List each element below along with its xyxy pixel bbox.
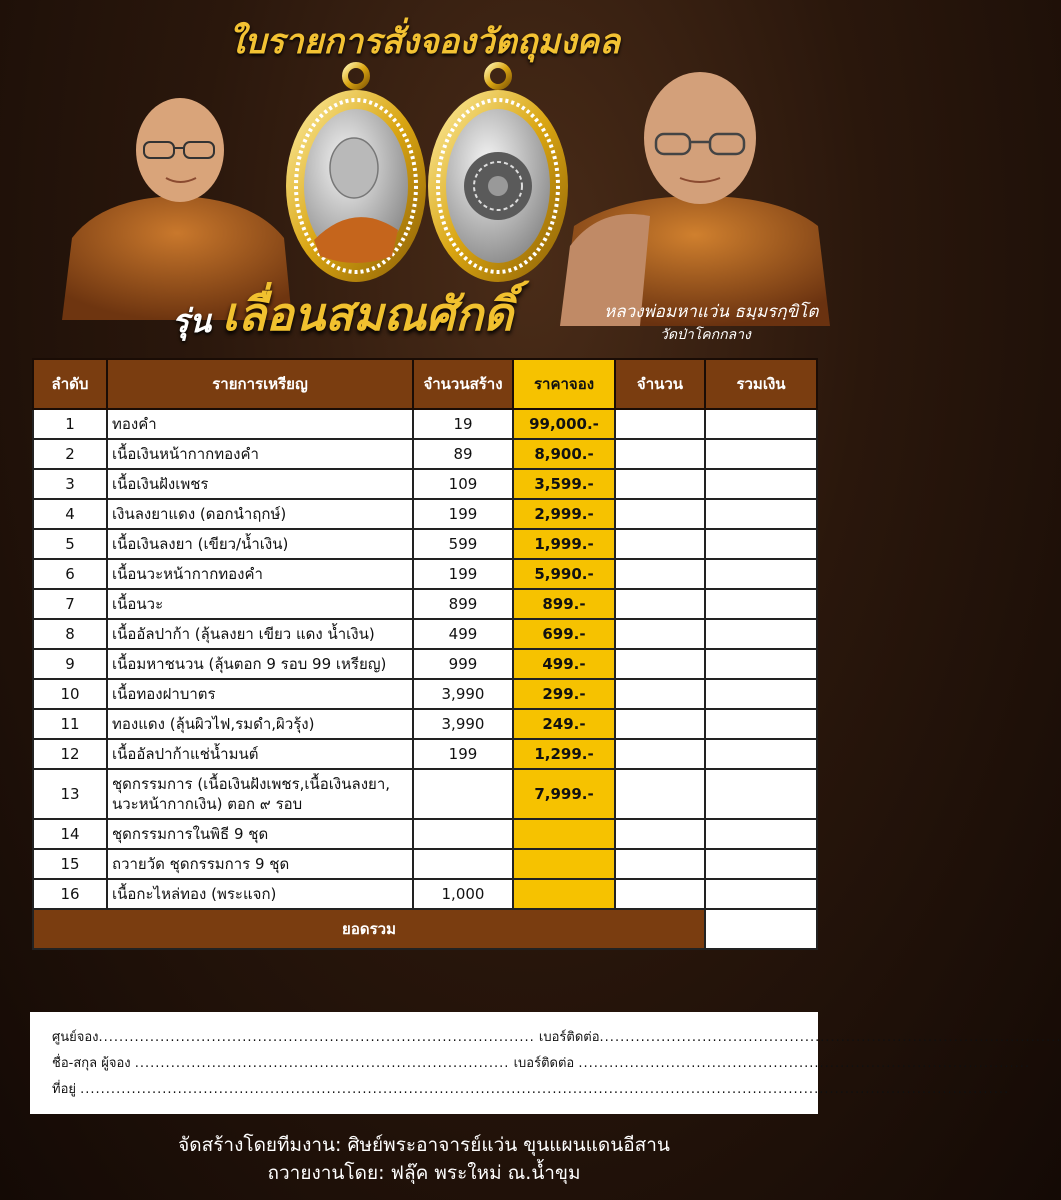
center-label: ศูนย์จอง xyxy=(52,1030,99,1045)
row-order-quantity-cell[interactable] xyxy=(615,409,705,439)
row-number: 9 xyxy=(33,649,107,679)
header-order-quantity: จำนวน xyxy=(615,359,705,409)
series-prefix: รุ่น xyxy=(172,302,212,340)
row-number: 7 xyxy=(33,589,107,619)
row-item: เนื้ออัลปาก้าแช่น้ำมนต์ xyxy=(107,739,413,769)
creator-credit: จัดสร้างโดยทีมงาน: ศิษย์พระอาจารย์แว่น ขุนแผนแดนอีสาน xyxy=(178,1134,670,1156)
row-item: เนื้อนวะหน้ากากทองคำ xyxy=(107,559,413,589)
row-subtotal-cell[interactable] xyxy=(705,879,817,909)
table-header-row xyxy=(33,359,817,409)
table-row xyxy=(33,589,817,619)
row-item: เนื้อนวะ xyxy=(107,589,413,619)
name-field[interactable]: ......................................................................... xyxy=(134,1056,510,1071)
address-label: ที่อยู่ xyxy=(52,1082,76,1097)
row-price: 5,990.- xyxy=(513,559,615,589)
row-item: ชุดกรรมการ (เนื้อเงินฝังเพชร,เนื้อเงินลงยา, นวะหน้ากากเงิน) ตอก ๙ รอบ xyxy=(107,769,413,819)
header-item: รายการเหรียญ xyxy=(107,359,413,409)
row-order-quantity-cell[interactable] xyxy=(615,439,705,469)
table-row xyxy=(33,709,817,739)
row-quantity-made xyxy=(413,769,513,819)
row-order-quantity-cell[interactable] xyxy=(615,559,705,589)
row-quantity-made: 599 xyxy=(413,529,513,559)
row-subtotal-cell[interactable] xyxy=(705,709,817,739)
row-quantity-made: 199 xyxy=(413,739,513,769)
row-order-quantity-cell[interactable] xyxy=(615,709,705,739)
row-price xyxy=(513,879,615,909)
row-number: 10 xyxy=(33,679,107,709)
address-field[interactable]: ..................................................................................................................................................................................... xyxy=(80,1082,1010,1097)
offering-credit: ถวายงานโดย: ฟลุ๊ค พระใหม่ ณ.น้ำขุม xyxy=(267,1162,581,1184)
row-price: 699.- xyxy=(513,619,615,649)
total-label: ยอดรวม xyxy=(33,909,705,949)
row-quantity-made xyxy=(413,819,513,849)
row-quantity-made: 899 xyxy=(413,589,513,619)
table-row xyxy=(33,409,817,439)
row-price: 299.- xyxy=(513,679,615,709)
row-quantity-made xyxy=(413,849,513,879)
header-quantity-made: จำนวนสร้าง xyxy=(413,359,513,409)
row-subtotal-cell[interactable] xyxy=(705,439,817,469)
table-row xyxy=(33,649,817,679)
table-row xyxy=(33,499,817,529)
row-subtotal-cell[interactable] xyxy=(705,409,817,439)
monk-portrait-right xyxy=(560,56,830,326)
row-item: เนื้อเงินฝังเพชร xyxy=(107,469,413,499)
header-subtotal: รวมเงิน xyxy=(705,359,817,409)
phone-field-2[interactable]: ........................................................................................ xyxy=(578,1056,1030,1071)
row-quantity-made: 499 xyxy=(413,619,513,649)
row-order-quantity-cell[interactable] xyxy=(615,879,705,909)
row-item: เนื้อเงินหน้ากากทองคำ xyxy=(107,439,413,469)
table-row xyxy=(33,559,817,589)
row-subtotal-cell[interactable] xyxy=(705,499,817,529)
header-number: ลำดับ xyxy=(33,359,107,409)
row-price: 8,900.- xyxy=(513,439,615,469)
form-line-center xyxy=(52,1028,1061,1054)
row-order-quantity-cell[interactable] xyxy=(615,589,705,619)
center-field[interactable]: ..................................................................................... xyxy=(98,1030,535,1045)
medal-front-image xyxy=(282,60,430,286)
row-quantity-made: 3,990 xyxy=(413,709,513,739)
phone-label: เบอร์ติดต่อ xyxy=(538,1030,600,1045)
row-order-quantity-cell[interactable] xyxy=(615,529,705,559)
row-number: 16 xyxy=(33,879,107,909)
row-subtotal-cell[interactable] xyxy=(705,469,817,499)
row-number: 11 xyxy=(33,709,107,739)
row-price: 1,999.- xyxy=(513,529,615,559)
row-order-quantity-cell[interactable] xyxy=(615,619,705,649)
table-row xyxy=(33,439,817,469)
row-subtotal-cell[interactable] xyxy=(705,559,817,589)
row-item: เนื้อกะไหล่ทอง (พระแจก) xyxy=(107,879,413,909)
row-order-quantity-cell[interactable] xyxy=(615,649,705,679)
form-line-address xyxy=(52,1080,1010,1106)
row-quantity-made: 1,000 xyxy=(413,879,513,909)
total-value-cell[interactable] xyxy=(705,909,817,949)
table-row xyxy=(33,469,817,499)
row-number: 13 xyxy=(33,769,107,819)
row-subtotal-cell[interactable] xyxy=(705,529,817,559)
document-title: ใบรายการสั่งจองวัตถุมงคล xyxy=(227,22,621,62)
row-subtotal-cell[interactable] xyxy=(705,769,817,819)
row-order-quantity-cell[interactable] xyxy=(615,819,705,849)
row-subtotal-cell[interactable] xyxy=(705,619,817,649)
monk-name: หลวงพ่อมหาแว่น ธมฺมรกฺขิโต xyxy=(604,302,819,322)
phone-label-2: เบอร์ติดต่อ xyxy=(513,1056,575,1071)
header-banner xyxy=(0,0,848,350)
row-item: เนื้อมหาชนวน (ลุ้นตอก 9 รอบ 99 เหรียญ) xyxy=(107,649,413,679)
table-row xyxy=(33,769,817,819)
row-price: 3,599.- xyxy=(513,469,615,499)
name-label: ชื่อ-สกุล ผู้จอง xyxy=(52,1056,131,1071)
table-row xyxy=(33,849,817,879)
temple-name: วัดป่าโคกกลาง xyxy=(660,327,751,343)
row-subtotal-cell[interactable] xyxy=(705,649,817,679)
row-number: 8 xyxy=(33,619,107,649)
row-price: 899.- xyxy=(513,589,615,619)
row-item: เนื้อทองฝาบาตร xyxy=(107,679,413,709)
row-item: ถวายวัด ชุดกรรมการ 9 ชุด xyxy=(107,849,413,879)
table-row xyxy=(33,819,817,849)
row-order-quantity-cell[interactable] xyxy=(615,499,705,529)
series-name: เลื่อนสมณศักดิ์ xyxy=(222,287,513,341)
row-order-quantity-cell[interactable] xyxy=(615,469,705,499)
phone-field[interactable]: .......................................................................................... xyxy=(599,1030,1061,1045)
row-price: 99,000.- xyxy=(513,409,615,439)
row-quantity-made: 199 xyxy=(413,499,513,529)
row-quantity-made: 199 xyxy=(413,559,513,589)
row-price: 1,299.- xyxy=(513,739,615,769)
row-subtotal-cell[interactable] xyxy=(705,589,817,619)
row-quantity-made: 109 xyxy=(413,469,513,499)
booking-form xyxy=(30,1012,1061,1114)
table-row xyxy=(33,679,817,709)
row-subtotal-cell[interactable] xyxy=(705,819,817,849)
row-price: 2,999.- xyxy=(513,499,615,529)
row-item: ชุดกรรมการในพิธี 9 ชุด xyxy=(107,819,413,849)
row-subtotal-cell[interactable] xyxy=(705,849,817,879)
row-price: 7,999.- xyxy=(513,769,615,819)
row-number: 2 xyxy=(33,439,107,469)
row-item: ทองคำ xyxy=(107,409,413,439)
medal-back-image xyxy=(424,60,572,286)
row-price: 249.- xyxy=(513,709,615,739)
row-quantity-made: 19 xyxy=(413,409,513,439)
row-subtotal-cell[interactable] xyxy=(705,679,817,709)
order-table xyxy=(32,358,818,950)
row-price xyxy=(513,819,615,849)
table-row xyxy=(33,739,817,769)
header-price: ราคาจอง xyxy=(513,359,615,409)
row-order-quantity-cell[interactable] xyxy=(615,849,705,879)
row-quantity-made: 89 xyxy=(413,439,513,469)
row-order-quantity-cell[interactable] xyxy=(615,769,705,819)
row-number: 4 xyxy=(33,499,107,529)
row-price: 499.- xyxy=(513,649,615,679)
row-quantity-made: 999 xyxy=(413,649,513,679)
row-price xyxy=(513,849,615,879)
form-line-name xyxy=(52,1054,1030,1080)
row-number: 14 xyxy=(33,819,107,849)
row-number: 6 xyxy=(33,559,107,589)
row-item: ทองแดง (ลุ้นผิวไฟ,รมดำ,ผิวรุ้ง) xyxy=(107,709,413,739)
row-number: 1 xyxy=(33,409,107,439)
row-number: 15 xyxy=(33,849,107,879)
row-subtotal-cell[interactable] xyxy=(705,739,817,769)
table-row xyxy=(33,879,817,909)
row-number: 12 xyxy=(33,739,107,769)
table-row xyxy=(33,529,817,559)
row-item: เงินลงยาแดง (ดอกนำฤกษ์) xyxy=(107,499,413,529)
row-order-quantity-cell[interactable] xyxy=(615,739,705,769)
row-item: เนื้อเงินลงยา (เขียว/น้ำเงิน) xyxy=(107,529,413,559)
total-row xyxy=(33,909,817,949)
row-number: 5 xyxy=(33,529,107,559)
row-quantity-made: 3,990 xyxy=(413,679,513,709)
row-item: เนื้ออัลปาก้า (ลุ้นลงยา เขียว แดง น้ำเงิน) xyxy=(107,619,413,649)
row-order-quantity-cell[interactable] xyxy=(615,679,705,709)
table-row xyxy=(33,619,817,649)
row-number: 3 xyxy=(33,469,107,499)
